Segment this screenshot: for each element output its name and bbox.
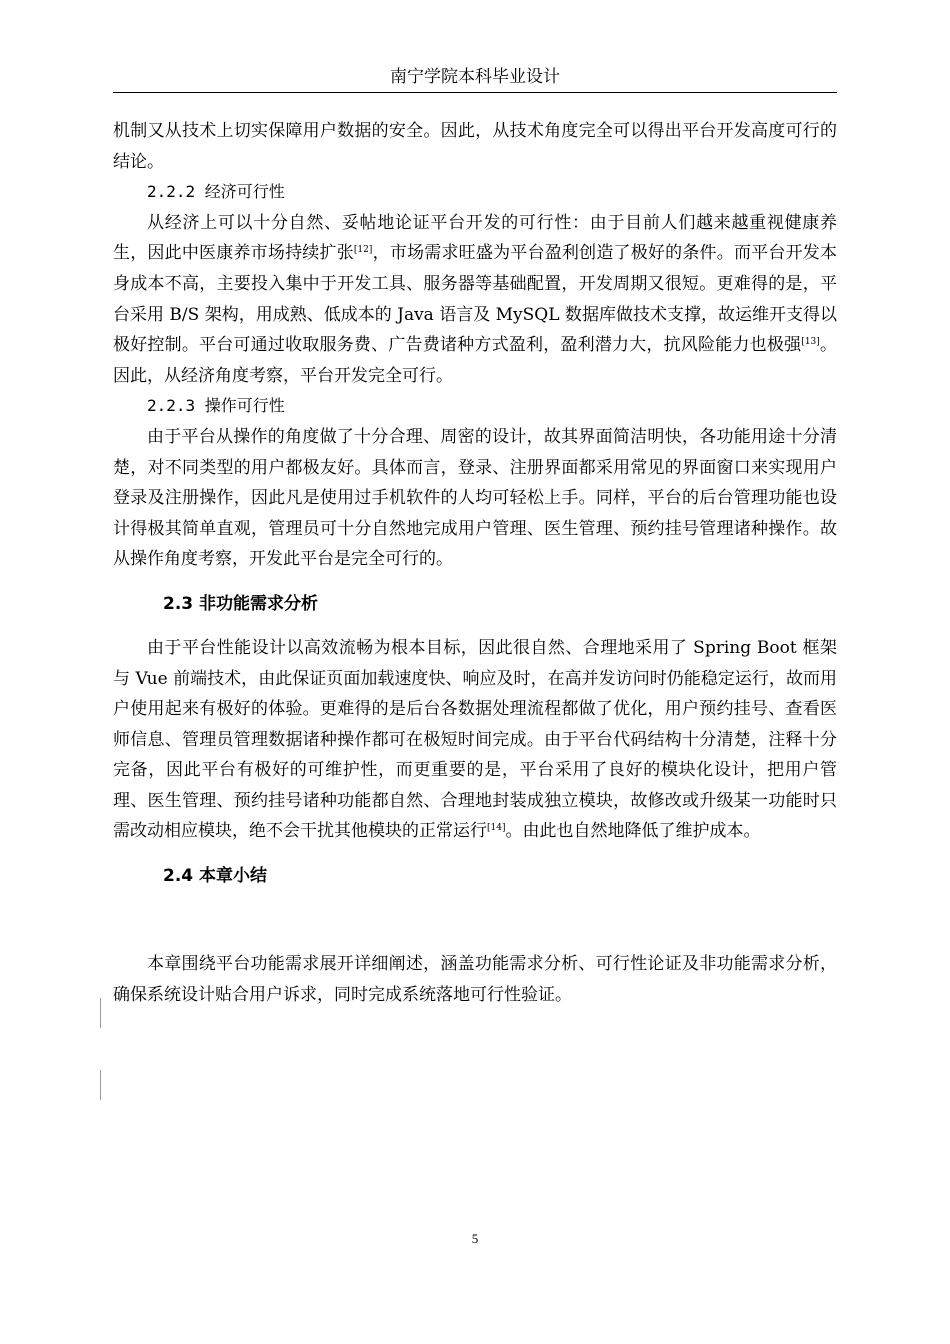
heading-2-2-2: 2.2.2 经济可行性 — [147, 182, 285, 202]
spacer — [113, 891, 837, 949]
header-rule — [113, 92, 837, 93]
page-number: 5 — [471, 1231, 479, 1246]
paragraph-nonfunctional — [113, 633, 837, 847]
running-header: 南宁学院本科毕业设计 — [390, 67, 560, 87]
heading-2-4: 2.4 本章小结 — [163, 866, 268, 887]
paragraph-economic-part2: ，市场需求旺盛为平台盈利创造了极好的条件。而平台开发本身成本不高，主要投入集中于开发工具、服务器等基础配置，开发周期又很短。更难得的是，平台采用 B/S 架构，用成熟、低成本的 Java 语言及 MySQL 数据库做技术支撑，故运维开支得以极好控制。平台可通过收取服务费、广告费诸种方式盈利，盈利潜力大，抗风险能力也极强 — [113, 243, 838, 356]
text-cursor-mark-2 — [100, 1070, 101, 1100]
paragraph-nonfunctional-part1: 由于平台性能设计以高效流畅为根本目标，因此很自然、合理地采用了 Spring Boot 框架与 Vue 前端技术，由此保证页面加载速度快、响应及时，在高并发访问时仍能稳定运行，故而用户使用起来有极好的体验。更难得的是后台各数据处理流程都做了优化，用户预约挂号、查看医师信息、管理员管理数据诸种操作都可在极短时间完成。由于平台代码结构十分清楚，注释十分完备，因此平台有极好的可维护性，而更重要的是，平台采用了良好的模块化设计，把用户管理、医生管理、预约挂号诸种功能都自然、合理地封装成独立模块，故修改或升级某一功能时只需改动相应模块，绝不会干扰其他模块的正常运行 — [113, 637, 837, 842]
text-cursor-mark — [100, 998, 101, 1028]
paragraph-tech-conclusion: 机制又从技术上切实保障用户数据的安全。因此，从技术角度完全可以得出平台开发高度可行的结论。 — [113, 121, 837, 172]
paragraph-economic-part1: 从经济上可以十分自然、妥帖地论证平台开发的可行性：由于目前人们越来越重视健康养生，因此中医康养市场持续扩张 — [113, 212, 837, 264]
paragraph-summary: 本章围绕平台功能需求展开详细阐述，涵盖功能需求分析、可行性论证及非功能需求分析，确保系统设计贴合用户诉求，同时完成系统落地可行性验证。 — [113, 954, 837, 1005]
citation-14: [14] — [487, 823, 506, 834]
citation-12: [12] — [353, 245, 373, 256]
heading-2-2-3: 2.2.3 操作可行性 — [147, 396, 285, 416]
heading-2-3: 2.3 非功能需求分析 — [163, 593, 319, 614]
paragraph-economic — [113, 208, 837, 392]
paragraph-operational: 由于平台从操作的角度做了十分合理、周密的设计，故其界面简洁明快，各功能用途十分清楚，对不同类型的用户都极友好。具体而言，登录、注册界面都采用常见的界面窗口来实现用户登录及注册操作，因此凡是使用过手机软件的人均可轻松上手。同样，平台的后台管理功能也设计得极其简单直观，管理员可十分自然地完成用户管理、医生管理、预约挂号管理诸种操作。故从操作角度考察，开发此平台是完全可行的。 — [113, 426, 837, 570]
citation-13: [13] — [801, 337, 820, 348]
paragraph-nonfunctional-part2: 。由此也自然地降低了维护成本。 — [505, 821, 761, 842]
page-body — [113, 116, 837, 1010]
paragraph-economic-part3: 。因此，从经济角度考察，平台开发完全可行。 — [113, 335, 838, 386]
